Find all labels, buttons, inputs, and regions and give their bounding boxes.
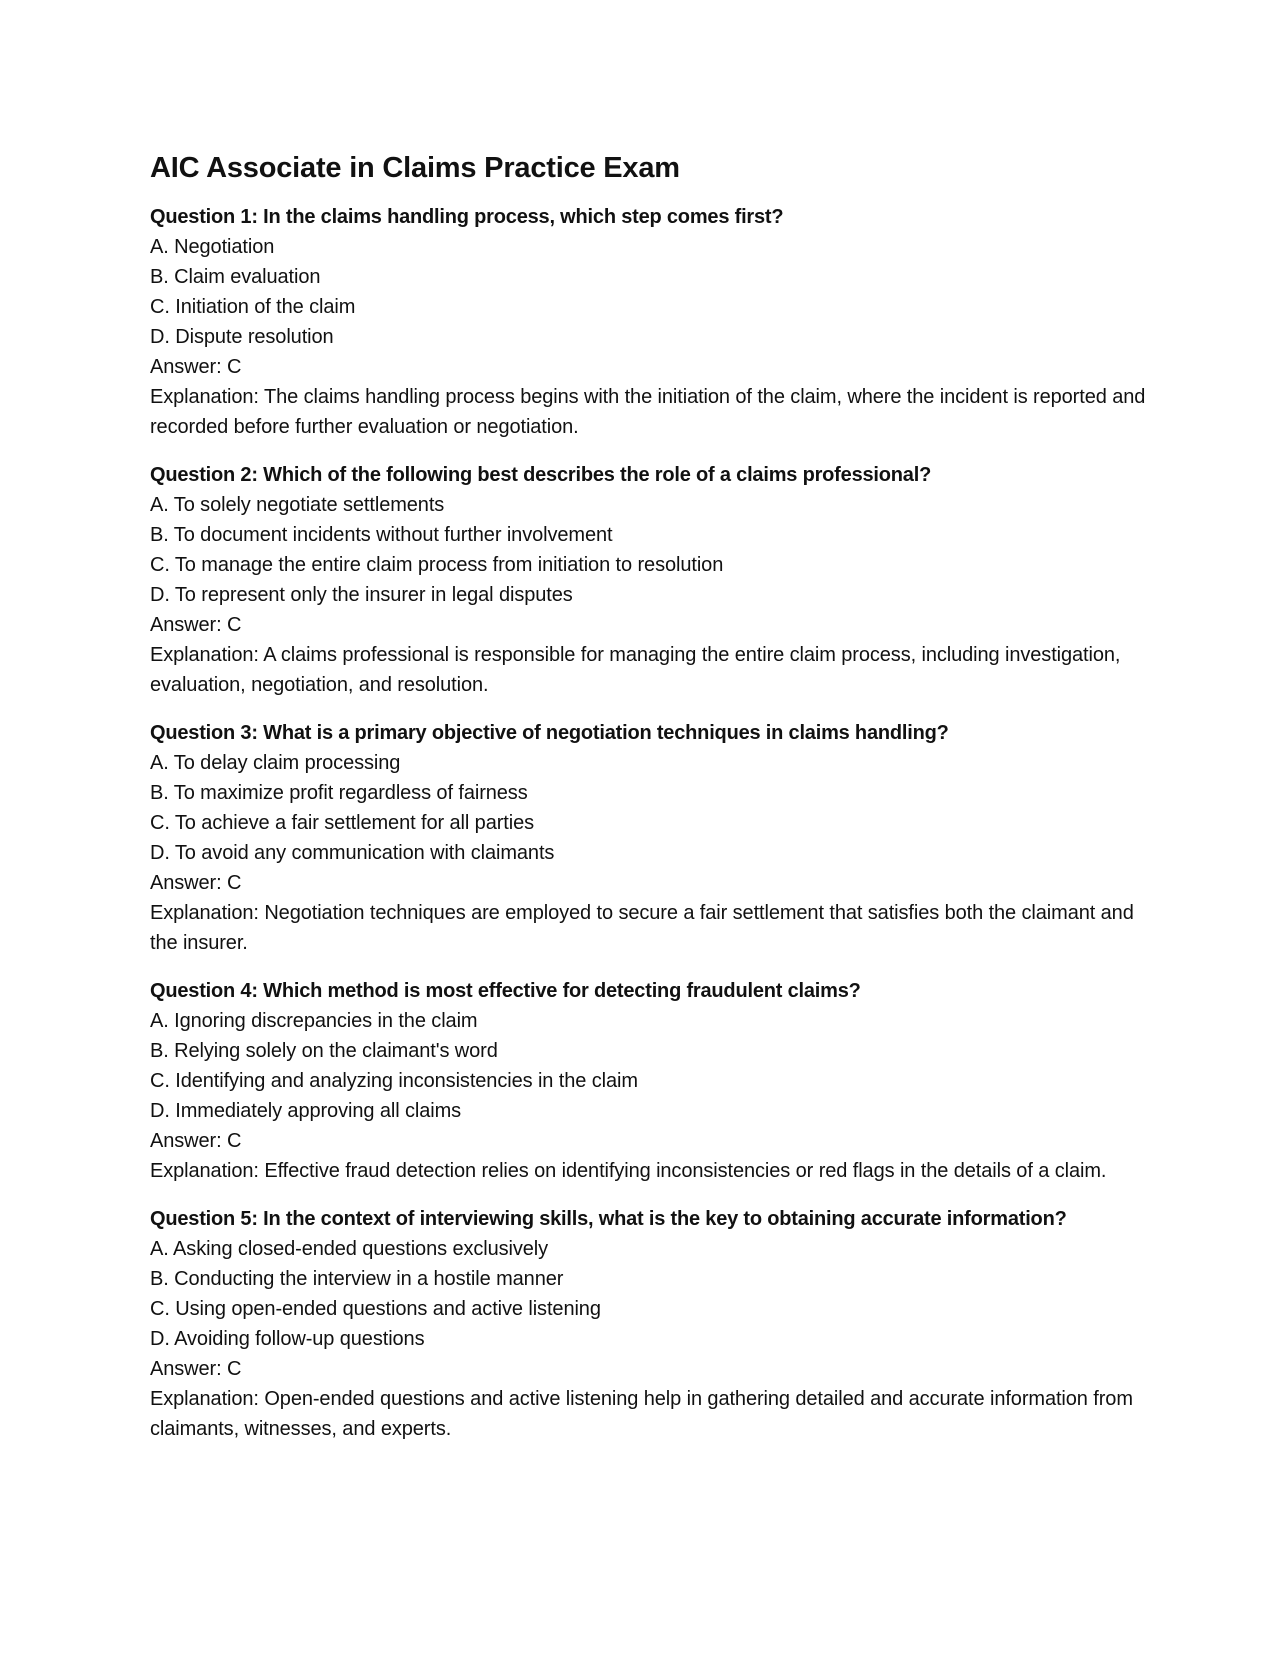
option-c: C. To achieve a fair settlement for all parties <box>150 812 535 834</box>
question-block <box>150 718 1150 958</box>
answer: Answer: C <box>150 1358 242 1380</box>
option-b: B. To document incidents without further involvement <box>150 524 613 546</box>
explanation: Explanation: Open-ended questions and active listening help in gathering detailed and accurate information from claimants, witnesses, and experts. <box>150 1388 1133 1440</box>
page-title: AIC Associate in Claims Practice Exam <box>150 152 680 184</box>
option-b: B. Claim evaluation <box>150 266 321 288</box>
question-text: Question 1: In the claims handling process, which step comes first? <box>150 206 784 228</box>
option-b: B. Relying solely on the claimant's word <box>150 1040 498 1062</box>
option-d: D. Immediately approving all claims <box>150 1100 462 1122</box>
option-a: A. Asking closed-ended questions exclusively <box>150 1238 549 1260</box>
answer: Answer: C <box>150 872 242 894</box>
answer: Answer: C <box>150 614 242 636</box>
option-c: C. Identifying and analyzing inconsistencies in the claim <box>150 1070 638 1092</box>
option-d: D. To represent only the insurer in legal disputes <box>150 584 573 606</box>
answer: Answer: C <box>150 1130 242 1152</box>
question-block <box>150 1204 1150 1444</box>
option-b: B. To maximize profit regardless of fairness <box>150 782 528 804</box>
question-block <box>150 460 1150 700</box>
explanation: Explanation: Effective fraud detection relies on identifying inconsistencies or red flags in the details of a claim. <box>150 1160 1107 1182</box>
option-d: D. To avoid any communication with claimants <box>150 842 555 864</box>
option-a: A. To solely negotiate settlements <box>150 494 445 516</box>
document-body <box>150 148 1150 1462</box>
option-a: A. To delay claim processing <box>150 752 401 774</box>
option-a: A. Ignoring discrepancies in the claim <box>150 1010 478 1032</box>
option-d: D. Avoiding follow-up questions <box>150 1328 425 1350</box>
option-c: C. To manage the entire claim process from initiation to resolution <box>150 554 724 576</box>
explanation: Explanation: A claims professional is responsible for managing the entire claim process, including investigation, evaluation, negotiation, and resolution. <box>150 644 1121 696</box>
question-text: Question 4: Which method is most effective for detecting fraudulent claims? <box>150 980 861 1002</box>
answer: Answer: C <box>150 356 242 378</box>
question-text: Question 2: Which of the following best describes the role of a claims professional? <box>150 464 932 486</box>
question-text: Question 5: In the context of interviewing skills, what is the key to obtaining accurate information? <box>150 1208 1067 1230</box>
question-block <box>150 976 1150 1186</box>
option-d: D. Dispute resolution <box>150 326 334 348</box>
option-a: A. Negotiation <box>150 236 275 258</box>
option-c: C. Initiation of the claim <box>150 296 356 318</box>
question-block <box>150 202 1150 442</box>
explanation: Explanation: The claims handling process begins with the initiation of the claim, where the incident is reported and recorded before further evaluation or negotiation. <box>150 386 1146 438</box>
explanation: Explanation: Negotiation techniques are employed to secure a fair settlement that satisfies both the claimant and the insurer. <box>150 902 1134 954</box>
question-text: Question 3: What is a primary objective of negotiation techniques in claims handling? <box>150 722 949 744</box>
option-b: B. Conducting the interview in a hostile manner <box>150 1268 564 1290</box>
option-c: C. Using open-ended questions and active listening <box>150 1298 601 1320</box>
